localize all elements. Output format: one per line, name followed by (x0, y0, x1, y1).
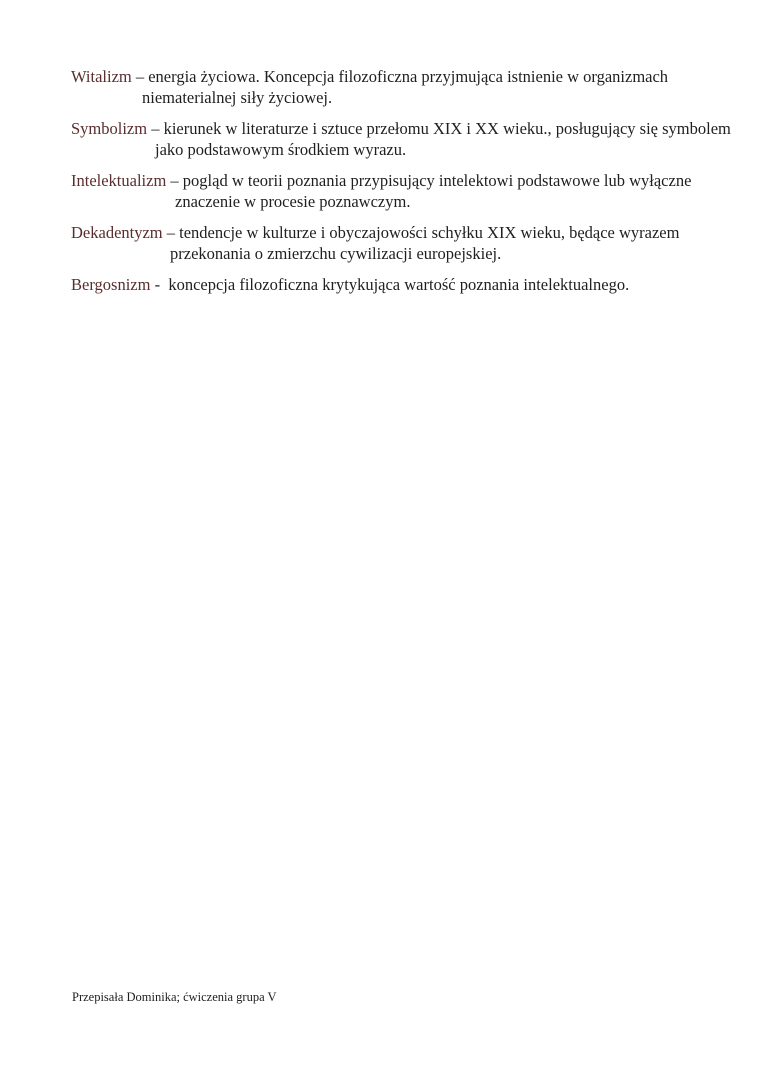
definition-continuation: niematerialnej siły życiowej. (142, 88, 333, 107)
definition-text: kierunek w literaturze i sztuce przełomu XIX i XX wieku., posługujący się symbolem (163, 119, 731, 138)
separator: – (162, 223, 180, 242)
separator: - (150, 275, 169, 294)
definition-text: koncepcja filozoficzna krytykująca wartość poznania intelektualnego. (168, 275, 630, 294)
term-label: Witalizm (71, 67, 132, 86)
separator: – (166, 171, 183, 190)
definition-line (71, 222, 732, 243)
definition-text: tendencje w kulturze i obyczajowości schyłku XIX wieku, będące wyrazem (179, 223, 680, 242)
definition-continuation: jako podstawowym środkiem wyrazu. (155, 140, 407, 159)
separator: – (147, 119, 164, 138)
separator: – (131, 67, 149, 86)
definition-continuation: znaczenie w procesie poznawczym. (175, 192, 411, 211)
term-label: Intelektualizm (71, 171, 167, 190)
definition-entry-witalizm (71, 66, 732, 108)
definition-entry-symbolizm (71, 118, 732, 160)
definition-line (71, 66, 732, 87)
definition-line (71, 170, 732, 191)
definition-line (71, 118, 732, 139)
definition-text: energia życiowa. Koncepcja filozoficzna przyjmująca istnienie w organizmach (148, 67, 669, 86)
term-label: Dekadentyzm (71, 223, 163, 242)
term-label: Bergosnizm (71, 275, 151, 294)
term-label: Symbolizm (71, 119, 148, 138)
definition-continuation: przekonania o zmierzchu cywilizacji europejskiej. (170, 244, 502, 263)
definition-entry-intelektualizm (71, 170, 732, 212)
definition-line (71, 274, 732, 295)
definition-entry-dekadentyzm (71, 222, 732, 264)
page-footer: Przepisała Dominika; ćwiczenia grupa V (72, 990, 277, 1004)
definition-entry-bergosnizm (71, 274, 732, 295)
definition-text: pogląd w teorii poznania przypisujący intelektowi podstawowe lub wyłączne (182, 171, 692, 190)
document-body (71, 66, 732, 305)
